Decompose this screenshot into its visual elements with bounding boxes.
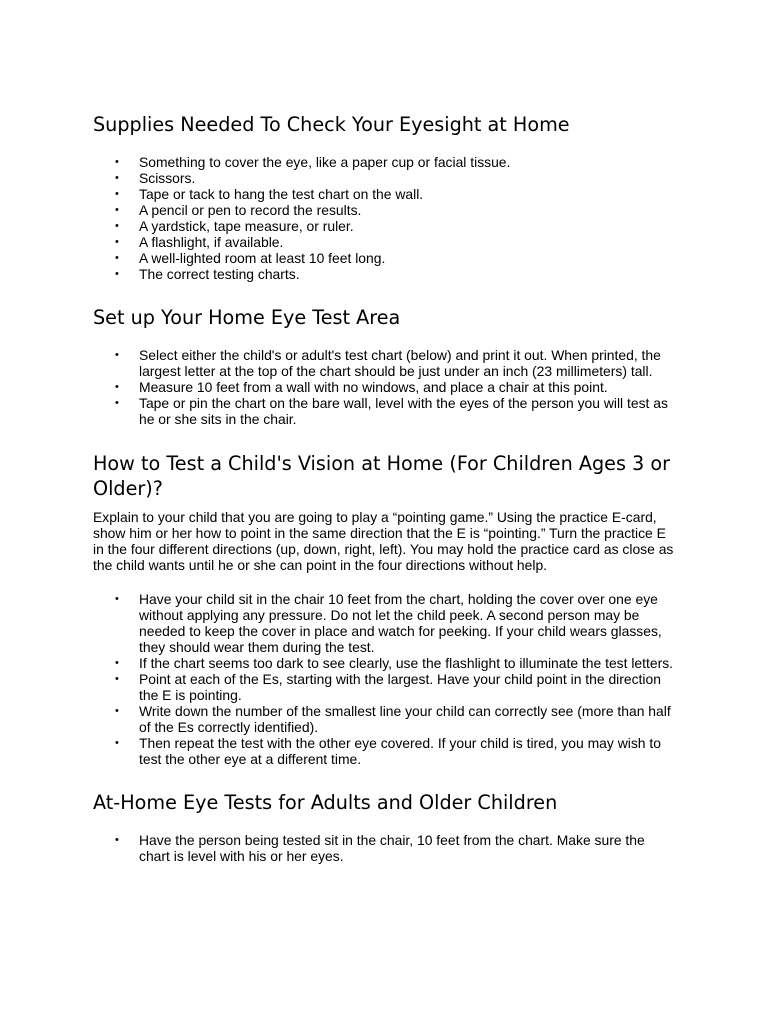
list-item-text: Tape or tack to hang the test chart on the wall. bbox=[139, 186, 424, 202]
list-item-text: A well-lighted room at least 10 feet long. bbox=[139, 250, 386, 266]
list-item-text: Scissors. bbox=[139, 170, 196, 186]
list-item-text: A yardstick, tape measure, or ruler. bbox=[139, 218, 354, 234]
list-item bbox=[93, 591, 678, 655]
list-item bbox=[93, 655, 678, 671]
bullet-icon: • bbox=[115, 397, 119, 409]
list-item bbox=[93, 202, 678, 218]
list-item-text: A flashlight, if available. bbox=[139, 234, 284, 250]
bullet-icon: • bbox=[115, 381, 119, 393]
section-heading-supplies: Supplies Needed To Check Your Eyesight at Home bbox=[93, 113, 570, 136]
child-test-intro: Explain to your child that you are going to play a “pointing game.” Using the practice E-card, show him or her how to point in the same direction that the E is “pointing.” Turn the practice E in the four different directions (up, down, right, left). You may hold the practice card as close as the child wants until he or she can point in the four directions without help. bbox=[93, 509, 674, 573]
list-item bbox=[93, 671, 678, 703]
list-item bbox=[93, 250, 678, 266]
bullet-icon: • bbox=[115, 657, 119, 669]
list-item-text: Then repeat the test with the other eye covered. If your child is tired, you may wish to test the other eye at a different time. bbox=[139, 735, 661, 767]
bullet-icon: • bbox=[115, 737, 119, 749]
bullet-icon: • bbox=[115, 172, 119, 184]
list-item-text: The correct testing charts. bbox=[139, 266, 300, 282]
list-item-text: Point at each of the Es, starting with the largest. Have your child point in the direction the E is pointing. bbox=[139, 671, 661, 703]
bullet-icon: • bbox=[115, 268, 119, 280]
list-item bbox=[93, 154, 678, 170]
list-item bbox=[93, 395, 678, 427]
list-item bbox=[93, 170, 678, 186]
bullet-icon: • bbox=[115, 188, 119, 200]
list-item-text: Write down the number of the smallest line your child can correctly see (more than half of the Es correctly identified). bbox=[139, 703, 671, 735]
section-heading-adult-test: At-Home Eye Tests for Adults and Older Children bbox=[93, 791, 558, 814]
list-item bbox=[93, 735, 678, 767]
section-heading-setup: Set up Your Home Eye Test Area bbox=[93, 306, 401, 329]
bullet-icon: • bbox=[115, 236, 119, 248]
list-item bbox=[93, 347, 678, 379]
list-item-text: Measure 10 feet from a wall with no windows, and place a chair at this point. bbox=[139, 379, 608, 395]
bullet-icon: • bbox=[115, 593, 119, 605]
list-item-text: Have the person being tested sit in the chair, 10 feet from the chart. Make sure the chart is level with his or her eyes. bbox=[139, 832, 645, 864]
bullet-icon: • bbox=[115, 673, 119, 685]
setup-list bbox=[93, 347, 678, 427]
bullet-icon: • bbox=[115, 705, 119, 717]
list-item bbox=[93, 703, 678, 735]
list-item-text: A pencil or pen to record the results. bbox=[139, 202, 362, 218]
adult-test-list bbox=[93, 832, 678, 864]
list-item bbox=[93, 266, 678, 282]
list-item bbox=[93, 234, 678, 250]
supplies-list bbox=[93, 154, 678, 282]
child-test-list bbox=[93, 591, 678, 767]
list-item-text: Something to cover the eye, like a paper cup or facial tissue. bbox=[139, 154, 511, 170]
bullet-icon: • bbox=[115, 252, 119, 264]
list-item bbox=[93, 379, 678, 395]
bullet-icon: • bbox=[115, 349, 119, 361]
document-page bbox=[93, 112, 678, 864]
list-item bbox=[93, 218, 678, 234]
list-item-text: Select either the child's or adult's test chart (below) and print it out. When printed, the largest letter at the top of the chart should be just under an inch (23 millimeters) tall. bbox=[139, 347, 661, 379]
bullet-icon: • bbox=[115, 204, 119, 216]
list-item-text: If the chart seems too dark to see clearly, use the flashlight to illuminate the test letters. bbox=[139, 655, 674, 671]
list-item-text: Have your child sit in the chair 10 feet from the chart, holding the cover over one eye without applying any pressure. Do not let the child peek. A second person may be needed to keep the cover in place and watch for peeking. If your child wears glasses, they should wear them during the test. bbox=[139, 591, 662, 655]
list-item-text: Tape or pin the chart on the bare wall, level with the eyes of the person you will test as he or she sits in the chair. bbox=[139, 395, 668, 427]
section-heading-child-test: How to Test a Child's Vision at Home (For Children Ages 3 or Older)? bbox=[93, 452, 670, 500]
list-item bbox=[93, 832, 678, 864]
bullet-icon: • bbox=[115, 220, 119, 232]
list-item bbox=[93, 186, 678, 202]
bullet-icon: • bbox=[115, 834, 119, 846]
bullet-icon: • bbox=[115, 156, 119, 168]
